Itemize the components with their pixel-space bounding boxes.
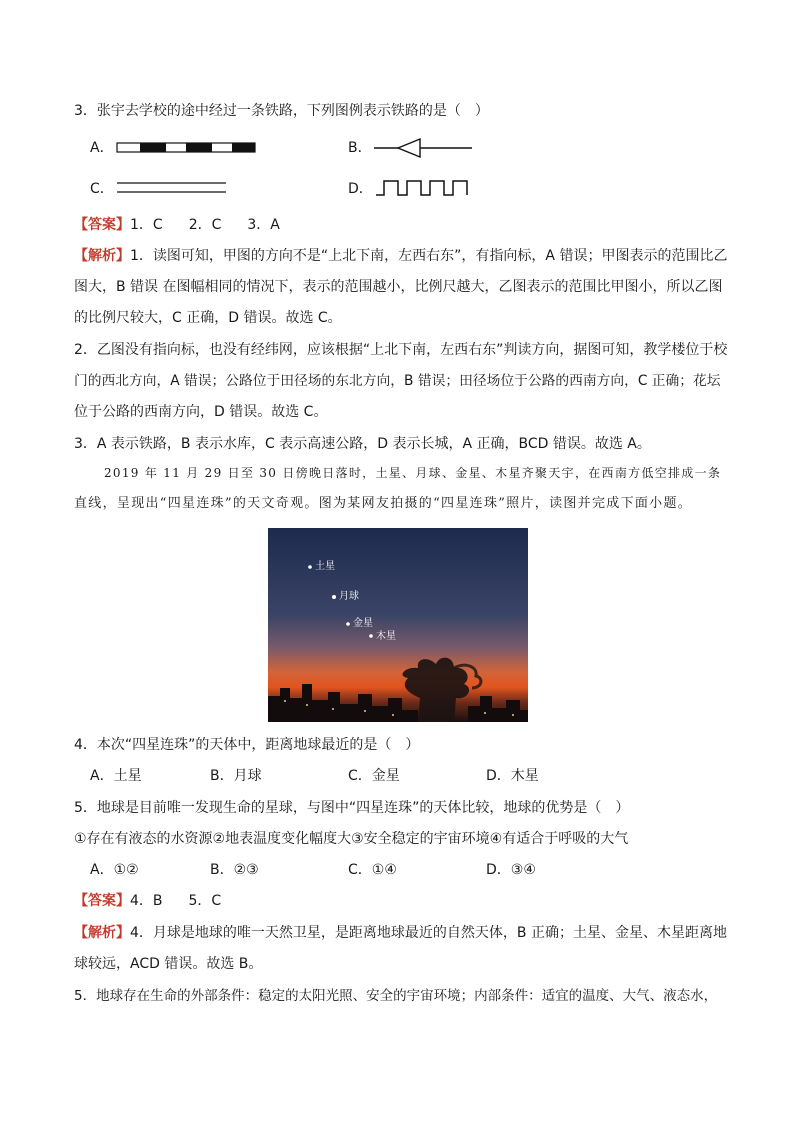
passage-line: 2019 年 11 月 29 日至 30 日傍晚日落时，土星、月球、金星、木星齐聚天宇，在西南方低空排成一条 — [104, 466, 722, 480]
answer-item: 1．C — [130, 217, 163, 233]
q4-option-b[interactable]: B．月球 — [210, 768, 262, 784]
answer-item: 4．B — [130, 893, 163, 909]
analysis-line: 3．A 表示铁路，B 表示水库，C 表示高速公路，D 表示长城，A 正确，BCD 错误。故选 A。 — [74, 436, 651, 452]
q3-option-c-label: C． — [90, 181, 114, 197]
q3-option-b-label: B． — [348, 140, 372, 156]
analysis-line: 【解析】1．读图可知，甲图的方向不是“上北下南，左西右东”，有指向标，A 错误；甲图表示的范围比乙 — [74, 248, 728, 264]
q4-option-a[interactable]: A．土星 — [90, 768, 142, 784]
q3-option-d[interactable] — [348, 178, 548, 204]
analysis-tag: 【解析】 — [74, 248, 130, 264]
q3-stem: 3．张宇去学校的途中经过一条铁路，下列图例表示铁路的是（ ） — [74, 103, 489, 119]
q5-option-b[interactable]: B．②③ — [210, 862, 259, 878]
saturn-label: 土星 — [315, 561, 335, 572]
q3-option-b[interactable] — [348, 137, 548, 163]
q5-option-c[interactable]: C．①④ — [348, 862, 397, 878]
q3-option-a-label: A． — [90, 140, 114, 156]
analysis-line: 【解析】4．月球是地球的唯一天然卫星，是距离地球最近的自然天体，B 正确；土星、金星、木星距离地 — [74, 925, 727, 941]
q5-option-a[interactable]: A．①② — [90, 862, 139, 878]
great-wall-legend-icon — [374, 178, 470, 198]
q3-option-a[interactable] — [90, 137, 290, 163]
answer-tag: 【答案】 — [74, 893, 130, 909]
q3-option-d-label: D． — [348, 181, 373, 197]
jupiter-label: 木星 — [376, 631, 396, 642]
answer-item: 5．C — [188, 893, 222, 909]
venus-dot — [346, 622, 350, 626]
analysis-line: 的比例尺较大，C 正确，D 错误。故选 C。 — [74, 310, 342, 326]
sky-photo-graphic — [268, 528, 528, 722]
answer-block-1 — [74, 214, 726, 236]
highway-legend-icon — [116, 181, 228, 195]
passage-line: 直线，呈现出“四星连珠”的天文奇观。图为某网友拍摄的“四星连珠”照片，读图并完成下面小题。 — [74, 496, 693, 511]
q4-stem: 4．本次“四星连珠”的天体中，距离地球最近的是（ ） — [74, 737, 420, 753]
q4-option-c[interactable]: C．金星 — [348, 768, 400, 784]
analysis-line: 位于公路的西南方向，D 错误。故选 C。 — [74, 404, 328, 420]
q5-statement: ①存在有液态的水资源②地表温度变化幅度大③安全稳定的宇宙环境④有适合于呼吸的大气 — [74, 831, 629, 847]
jupiter-dot — [369, 634, 373, 638]
moon-label: 月球 — [339, 591, 359, 602]
q4-option-d[interactable]: D．木星 — [486, 768, 539, 784]
analysis-line: 2．乙图没有指向标，也没有经纬网，应该根据“上北下南，左西右东”判读方向，据图可知，教学楼位于校 — [74, 342, 728, 358]
answer-item: 3．A — [247, 217, 280, 233]
answer-block-2 — [74, 890, 726, 912]
analysis-line: 门的西北方向，A 错误；公路位于田径场的东北方向，B 错误；田径场位于公路的西南方向，C 正确；花坛 — [74, 373, 721, 389]
analysis-line: 球较远，ACD 错误。故选 B。 — [74, 956, 263, 972]
answer-tag: 【答案】 — [74, 217, 130, 233]
saturn-dot — [308, 565, 312, 569]
q3-option-c[interactable] — [90, 178, 290, 204]
q5-option-d[interactable]: D．③④ — [486, 862, 536, 878]
analysis-tag: 【解析】 — [74, 925, 130, 941]
moon-dot — [332, 595, 336, 599]
four-planets-photo — [268, 528, 528, 722]
analysis-line: 图大，B 错误 在图幅相同的情况下，表示的范围越小，比例尺越大，乙图表示的范围比甲图小，所以乙图 — [74, 279, 723, 295]
railway-legend-icon — [116, 141, 256, 155]
reservoir-legend-icon — [372, 137, 474, 159]
q5-stem: 5．地球是目前唯一发现生命的星球，与图中“四星连珠”的天体比较，地球的优势是（ ） — [74, 800, 630, 816]
analysis-line: 5．地球存在生命的外部条件：稳定的太阳光照、安全的宇宙环境；内部条件：适宜的温度、大气、液态水， — [74, 988, 718, 1004]
venus-label: 金星 — [353, 618, 373, 629]
answer-item: 2．C — [188, 217, 222, 233]
